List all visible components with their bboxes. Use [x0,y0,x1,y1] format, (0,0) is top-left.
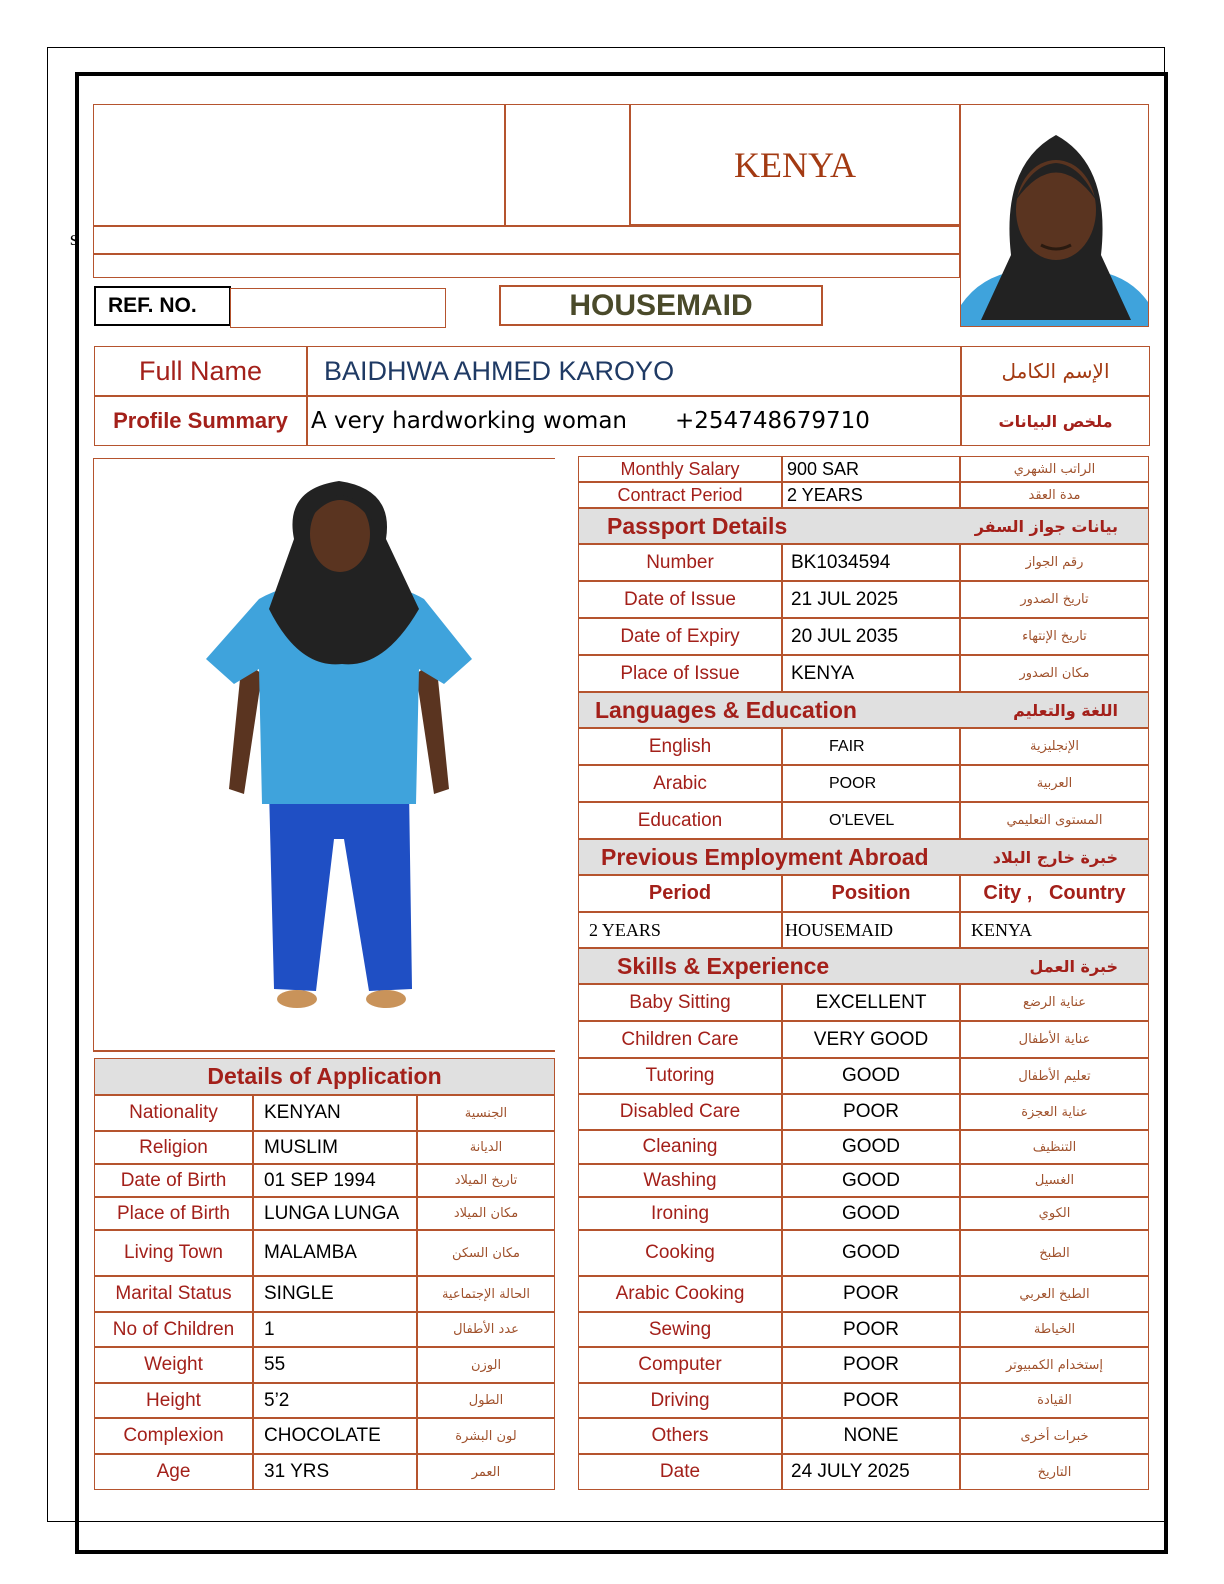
application-ar-cell [417,1347,555,1383]
application-value: 55 [253,1347,417,1383]
skills-ar-label: إستخدام الكمبيوتر [1005,1357,1104,1373]
skills-ar-label: الكوي [1038,1206,1071,1221]
application-label: Religion [94,1131,253,1164]
skills-label: Cleaning [578,1130,782,1164]
full-name-value: BAIDHWA AHMED KAROYO [307,346,961,396]
passport-ar-label: مكان الصدور [1019,666,1090,681]
application-ar-cell [417,1095,555,1131]
full-name-ar: الإسم الكامل [1001,359,1110,383]
header-mid-box [505,104,630,226]
skills-ar-cell [960,1230,1149,1276]
application-ar-cell [417,1164,555,1197]
passport-ar-cell [960,581,1149,618]
passport-ar-label: تاريخ الصدور [1020,592,1089,607]
passport-ar-cell [960,655,1149,692]
profile-summary-value [307,396,961,446]
passport-label: Number [578,544,782,581]
skills-value: POOR [782,1276,960,1312]
languages-label: Education [578,802,782,839]
country-box [630,104,960,226]
skills-ar-label: عناية الأطفال [1018,1032,1091,1047]
application-label: No of Children [94,1312,253,1347]
application-value: MALAMBA [253,1230,417,1276]
passport-value: KENYA [782,655,960,692]
application-label: Complexion [94,1418,253,1454]
application-ar-cell [417,1276,555,1312]
skills-ar-cell [960,1276,1149,1312]
skills-ar-cell [960,1021,1149,1058]
skills-value: VERY GOOD [782,1021,960,1058]
passport-ar-label: تاريخ الإنتهاء [1022,629,1087,644]
languages-value: POOR [782,765,960,802]
contract-label: Contract Period [578,482,782,508]
skills-label: Washing [578,1164,782,1197]
side-mark: s [70,228,78,250]
application-value: 5’2 [253,1383,417,1418]
employment-position: HOUSEMAID [782,912,960,948]
application-label: Height [94,1383,253,1418]
contract-ar-label: مدة العقد [1028,487,1081,503]
skills-value: GOOD [782,1164,960,1197]
skills-label: Others [578,1418,782,1454]
skills-ar-cell [960,1347,1149,1383]
application-ar-label: تاريخ الميلاد [454,1173,518,1188]
application-value: SINGLE [253,1276,417,1312]
passport-value: 21 JUL 2025 [782,581,960,618]
skills-value: POOR [782,1312,960,1347]
application-header: Details of Application [94,1058,555,1095]
application-ar-label: لون البشرة [455,1428,517,1444]
application-label: Age [94,1454,253,1490]
employment-header [578,839,1149,875]
skills-value: POOR [782,1383,960,1418]
skills-value: NONE [782,1418,960,1454]
application-value: 31 YRS [253,1454,417,1490]
languages-ar-label: العربية [1036,776,1073,791]
employment-header-title: Previous Employment Abroad [601,843,929,870]
languages-ar-cell [960,802,1149,839]
languages-header [578,692,1149,728]
skills-ar-cell [960,1454,1149,1490]
application-ar-cell [417,1131,555,1164]
application-ar-label: الوزن [470,1357,502,1373]
skills-header-title: Skills & Experience [617,952,830,979]
application-value: MUSLIM [253,1131,417,1164]
application-ar-label: عدد الأطفال [453,1322,519,1337]
application-value: KENYAN [253,1095,417,1131]
skills-label: Tutoring [578,1058,782,1094]
full-body-photo [93,458,555,1052]
languages-ar-label: المستوى التعليمي [1006,813,1103,828]
employment-column-header: City , Country [960,875,1149,912]
application-value: 1 [253,1312,417,1347]
skills-ar-label: القيادة [1037,1393,1072,1408]
languages-label: Arabic [578,765,782,802]
application-label: Marital Status [94,1276,253,1312]
skills-label: Ironing [578,1197,782,1230]
skills-ar-label: التاريخ [1037,1464,1072,1480]
passport-ar-cell [960,618,1149,655]
skills-label: Disabled Care [578,1094,782,1130]
employment-place: KENYA [960,912,1149,948]
languages-header-title: Languages & Education [595,696,857,723]
job-title: HOUSEMAID [499,285,823,326]
application-ar-label: الديانة [469,1140,503,1155]
profile-ar: ملخص البيانات [998,411,1113,431]
skills-ar-cell [960,1197,1149,1230]
languages-value: FAIR [782,728,960,765]
application-ar-label: مكان السكن [451,1245,521,1261]
skills-value: GOOD [782,1058,960,1094]
photo-divider [93,1050,555,1052]
application-label: Date of Birth [94,1164,253,1197]
contract-value: 2 YEARS [782,482,960,508]
skills-label: Baby Sitting [578,984,782,1021]
phone-number: +254748679710 [675,408,870,434]
contract-ar-label: الراتب الشهري [1013,461,1096,477]
application-label: Place of Birth [94,1197,253,1230]
contract-label: Monthly Salary [578,456,782,482]
passport-header-title: Passport Details [607,512,788,539]
skills-ar-label: التنظيف [1032,1139,1077,1155]
employment-column-header: Position [782,875,960,912]
headshot-image [961,105,1149,327]
application-ar-cell [417,1197,555,1230]
full-body-image [94,459,554,1049]
skills-value: GOOD [782,1130,960,1164]
application-ar-cell [417,1454,555,1490]
application-ar-cell [417,1418,555,1454]
skills-value: GOOD [782,1230,960,1276]
skills-ar-label: تعليم الأطفال [1018,1068,1091,1084]
skills-ar-cell [960,1058,1149,1094]
full-name-label: Full Name [94,346,307,396]
skills-label: Cooking [578,1230,782,1276]
passport-ar-label: رقم الجواز [1025,555,1084,570]
languages-value: O'LEVEL [782,802,960,839]
languages-ar-cell [960,728,1149,765]
application-value: LUNGA LUNGA [253,1197,417,1230]
header-strip-2 [93,254,960,278]
application-value: CHOCOLATE [253,1418,417,1454]
skills-ar-label: الغسيل [1034,1173,1075,1188]
application-ar-cell [417,1230,555,1276]
headshot-photo [960,104,1149,327]
skills-label: Driving [578,1383,782,1418]
application-label: Weight [94,1347,253,1383]
contract-ar-cell [960,456,1149,482]
skills-value: GOOD [782,1197,960,1230]
employment-header-title-ar: خبرة خارج البلاد [992,847,1118,867]
employment-column-header: Period [578,875,782,912]
application-label: Nationality [94,1095,253,1131]
skills-header [578,948,1149,984]
skills-ar-label: عناية الرضع [1022,995,1087,1010]
ref-no-field[interactable] [230,288,446,328]
skills-ar-cell [960,1418,1149,1454]
application-ar-label: الحالة الإجتماعية [441,1286,531,1302]
profile-summary-label: Profile Summary [94,396,307,446]
languages-ar-cell [960,765,1149,802]
passport-label: Date of Issue [578,581,782,618]
employment-period: 2 YEARS [578,912,782,948]
contract-ar-cell [960,482,1149,508]
header-logo-box [93,104,505,226]
skills-ar-label: الخياطة [1033,1322,1076,1337]
skills-ar-cell [960,1312,1149,1347]
application-ar-cell [417,1383,555,1418]
application-ar-label: الطول [468,1393,504,1408]
skills-label: Date [578,1454,782,1490]
header-strip-1 [93,226,960,254]
passport-value: BK1034594 [782,544,960,581]
skills-ar-cell [960,1130,1149,1164]
skills-label: Arabic Cooking [578,1276,782,1312]
skills-ar-cell [960,1094,1149,1130]
skills-value: EXCELLENT [782,984,960,1021]
profile-ar-cell [961,396,1150,446]
skills-value: POOR [782,1094,960,1130]
passport-header-title-ar: بيانات جواز السفر [974,516,1118,536]
application-ar-label: العمر [471,1464,501,1480]
skills-label: Children Care [578,1021,782,1058]
skills-ar-cell [960,1383,1149,1418]
languages-ar-label: الإنجليزية [1029,739,1080,754]
application-value: 01 SEP 1994 [253,1164,417,1197]
application-label: Living Town [94,1230,253,1276]
passport-value: 20 JUL 2035 [782,618,960,655]
skills-value: 24 JULY 2025 [782,1454,960,1490]
contract-value: 900 SAR [782,456,960,482]
languages-header-title-ar: اللغة والتعليم [1013,700,1118,720]
full-name-ar-cell [961,346,1150,396]
languages-label: English [578,728,782,765]
skills-ar-label: خبرات أخرى [1020,1428,1089,1444]
profile-text: A very hardworking woman [311,408,628,434]
application-ar-label: الجنسية [464,1105,508,1121]
skills-ar-label: الطبخ العربي [1019,1286,1090,1302]
skills-ar-label: عناية العجزة [1021,1104,1088,1120]
application-ar-label: مكان الميلاد [453,1206,519,1221]
skills-label: Computer [578,1347,782,1383]
passport-header [578,508,1149,544]
ref-no-label: REF. NO. [94,286,231,326]
passport-label: Place of Issue [578,655,782,692]
skills-ar-cell [960,1164,1149,1197]
passport-ar-cell [960,544,1149,581]
skills-value: POOR [782,1347,960,1383]
skills-label: Sewing [578,1312,782,1347]
country-title: KENYA [734,144,856,185]
passport-label: Date of Expiry [578,618,782,655]
skills-header-title-ar: خبرة العمل [1029,956,1118,976]
skills-ar-label: الطبخ [1039,1245,1070,1261]
application-ar-cell [417,1312,555,1347]
skills-ar-cell [960,984,1149,1021]
